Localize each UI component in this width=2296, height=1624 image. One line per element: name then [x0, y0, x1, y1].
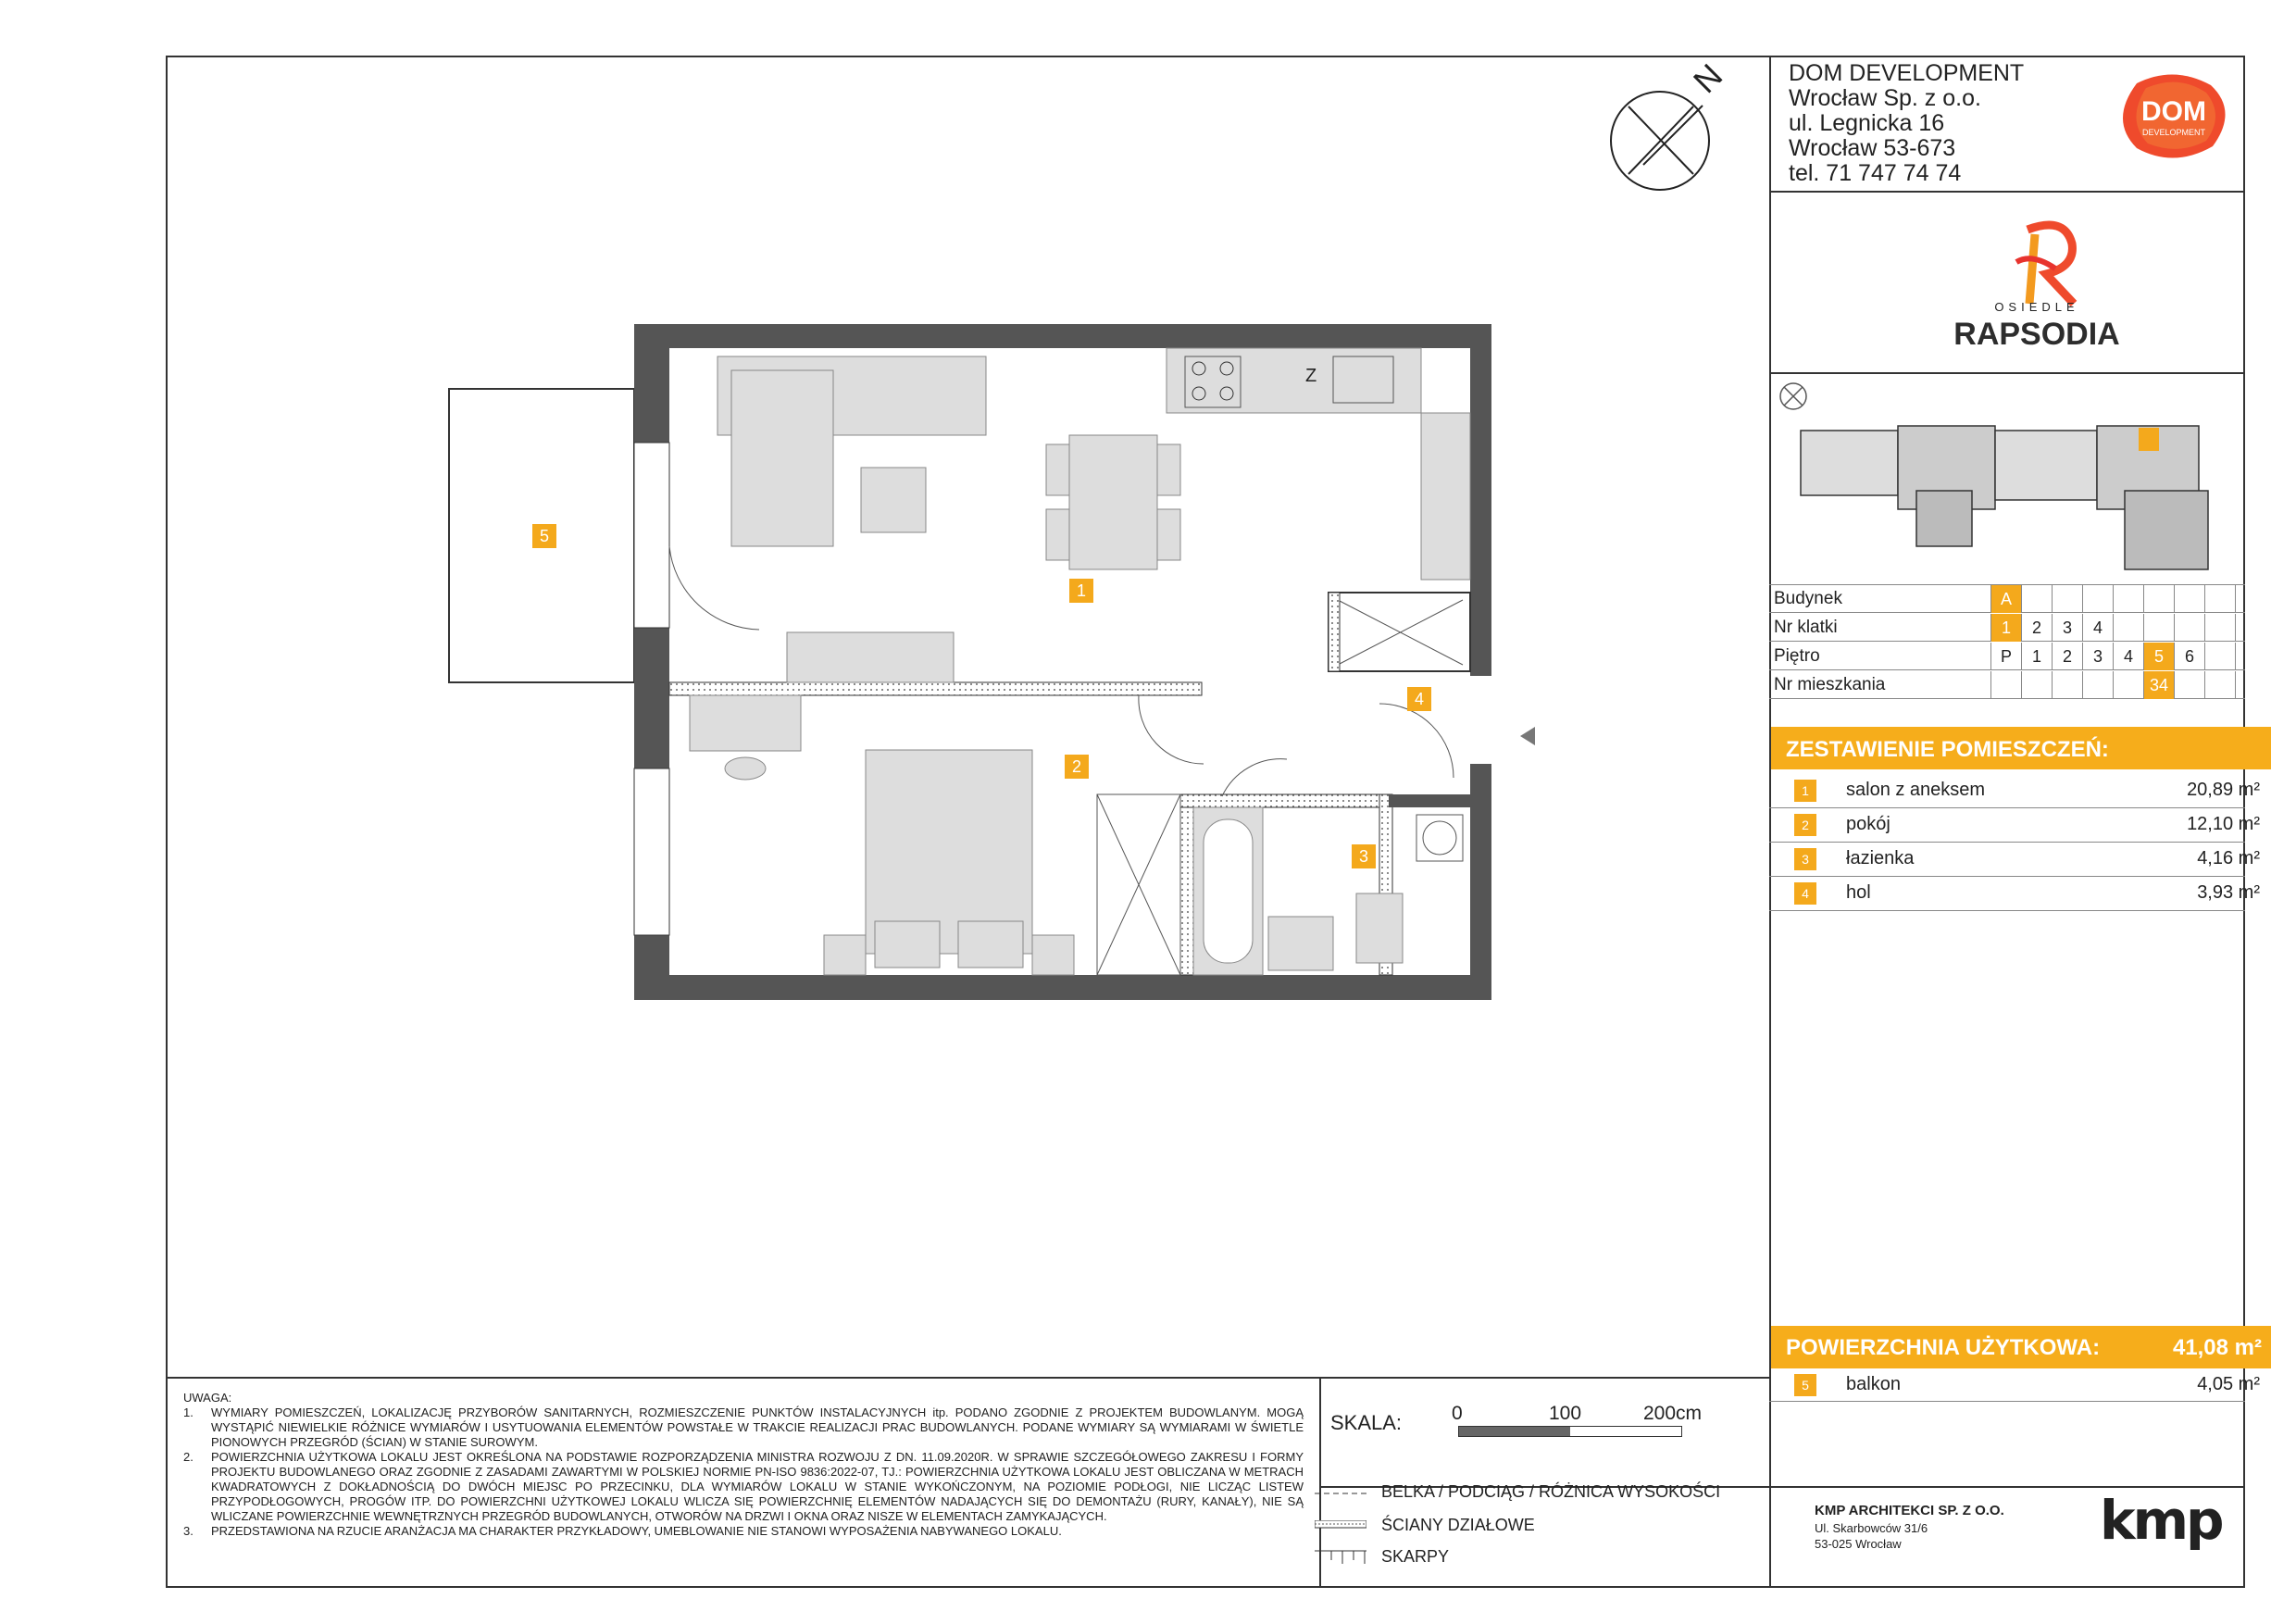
balcony-number: 5 — [1794, 1374, 1816, 1396]
kmp-logo: kmp — [2100, 1489, 2222, 1552]
scale-label: SKALA: — [1330, 1411, 1403, 1434]
plan-tag-2: 2 — [1065, 755, 1089, 779]
project-small-label: OSIEDLE — [1994, 300, 2079, 314]
info-cell — [2204, 671, 2235, 699]
info-cell — [2052, 671, 2082, 699]
company-info — [1789, 61, 2024, 186]
info-label-mieszkanie: Nr mieszkania — [1774, 675, 1886, 694]
notes-block — [183, 1391, 1304, 1539]
info-cell — [2204, 585, 2235, 613]
room-number: 2 — [1794, 814, 1816, 836]
info-cell — [2174, 585, 2204, 613]
notes-divider — [166, 1377, 1771, 1379]
notes-title: UWAGA: — [183, 1391, 232, 1405]
info-cell: P — [1990, 643, 2021, 670]
info-cell: 4 — [2082, 614, 2113, 642]
room-name: hol — [1846, 882, 1871, 903]
info-cell — [1990, 671, 2021, 699]
rapsodia-logo — [1926, 211, 2148, 369]
plan-tag-1: 1 — [1069, 579, 1093, 603]
info-cell: 3 — [2082, 643, 2113, 670]
info-cell: 6 — [2174, 643, 2204, 670]
north-compass — [1606, 56, 1736, 194]
scale-tick-100: 100 — [1549, 1403, 1582, 1424]
info-cell — [2235, 643, 2265, 670]
info-cell — [2143, 614, 2174, 642]
architect-address: Ul. Skarbowców 31/6 — [1815, 1521, 1928, 1535]
info-cell — [2235, 671, 2265, 699]
dom-logo-text: DOM — [2141, 96, 2206, 127]
info-cell — [2204, 614, 2235, 642]
info-cell — [2235, 614, 2265, 642]
company-name: DOM DEVELOPMENT — [1789, 60, 2025, 86]
info-cell: 34 — [2143, 671, 2174, 699]
room-area: 12,10 m² — [2187, 814, 2260, 834]
project-divider — [1769, 372, 2245, 374]
info-cell: 1 — [1990, 614, 2021, 642]
info-cell — [2174, 671, 2204, 699]
usable-area-label: POWIERZCHNIA UŻYTKOWA: — [1786, 1335, 2101, 1360]
fridge-label: Z — [1305, 366, 1317, 386]
room-number: 3 — [1794, 848, 1816, 870]
room-row-divider — [1769, 910, 2245, 911]
info-cell — [2082, 671, 2113, 699]
note-item: 1. WYMIARY POMIESZCZEŃ, LOKALIZACJĘ PRZYBORÓW SANITARNYCH, ROZMIESZCZENIE PUNKTÓW INSTALACYJNYCH itp. PODANO ZGODNIE Z PROJEKTEM BUDOWLANYM. MOGĄ WYSTĄPIĆ NIEWIELKIE RÓŻNICE WYMIARÓW I USYTUOWANIA ELEMENTÓW POWSTAŁE W TRAKCIE REALIZACJI PRAC BUDOWLANYCH. PODANE WYMIARY SĄ WYMIARAMI W ŚWIETLE PIONOWYCH PRZEGRÓD (ŚCIAN) W STANIE SUROWYM. — [183, 1405, 1304, 1449]
architect-city: 53-025 Wrocław — [1815, 1537, 1902, 1551]
usable-area-bar — [1771, 1326, 2271, 1368]
scale-tick-0: 0 — [1452, 1403, 1463, 1424]
info-cell — [2174, 614, 2204, 642]
room-name: salon z aneksem — [1846, 780, 1986, 800]
info-label-klatka: Nr klatki — [1774, 618, 1838, 637]
company-phone: tel. 71 747 74 74 — [1789, 160, 1962, 186]
info-cell: 5 — [2143, 643, 2174, 670]
room-row — [1771, 808, 2271, 842]
architect-name: KMP ARCHITEKCI SP. Z O.O. — [1815, 1503, 2004, 1518]
balcony-area: 4,05 m² — [2197, 1374, 2260, 1394]
plan-tag-5: 5 — [532, 524, 556, 548]
scale-tick-200: 200cm — [1643, 1403, 1703, 1424]
info-cell — [2113, 671, 2143, 699]
info-cell — [2021, 671, 2052, 699]
room-name: łazienka — [1846, 848, 1915, 868]
info-cell — [2082, 585, 2113, 613]
company-city: Wrocław 53-673 — [1789, 135, 1956, 161]
plan-tag-3: 3 — [1352, 844, 1376, 868]
dom-development-logo — [2109, 65, 2239, 167]
room-number: 1 — [1794, 780, 1816, 802]
info-cell: A — [1990, 585, 2021, 613]
info-cell — [2235, 585, 2265, 613]
note-item: 2. POWIERZCHNIA UŻYTKOWA LOKALU JEST OKREŚLONA NA PODSTAWIE ROZPORZĄDZENIA MINISTRA ROZWOJU Z DN. 11.09.2020R. W SPRAWIE SZCZEGÓŁOWEGO ZAKRESU I FORMY PROJEKTU BUDOWLANEGO ORAZ ZGODNIE Z ZASADAMI ZAWARTYMI W POLSKIEJ NORMIE PN-ISO 9836:2022-07, TJ.: POWIERZCHNIA UŻYTKOWA LOKALU JEST OBLICZANA W METRACH KWADRATOWYCH Z DOKŁADNOŚCIĄ DO DWÓCH MIEJSC PO PRZECINKU, DLA WYMIARÓW LOKALU W STANIE WYKOŃCZONYM, NA POZIOMIE PODŁOGI, NIE LICZĄC LISTEW PRZYPODŁOGOWYCH, PROGÓW ITP. DO POWIERZCHNI UŻYTKOWEJ LOKALU WLICZA SIĘ POWIERZCHNIĘ ELEMENTÓW NADAJĄCYCH SIĘ DO DEMONTAŻU (RURY, KANAŁY), NIE SĄ WLICZANE POWIERZCHNIE WEWNĘTRZNYCH PRZEGRÓD BUDOWLANYCH, OTWORÓW NA DRZWI I OKNA ORAZ NISZE W ELEMENTACH ZAMYKAJĄCYCH. — [183, 1450, 1304, 1523]
room-row — [1771, 774, 2271, 807]
balcony-underline — [1769, 1401, 2245, 1402]
info-cell — [2113, 585, 2143, 613]
room-row — [1771, 843, 2271, 876]
plan-tag-4: 4 — [1407, 687, 1431, 711]
info-cell: 1 — [2021, 643, 2052, 670]
rooms-header — [1771, 727, 2271, 769]
info-cell — [2204, 643, 2235, 670]
architect-divider — [1769, 1486, 2245, 1488]
company-street: ul. Legnicka 16 — [1789, 110, 1945, 136]
info-cell: 2 — [2021, 614, 2052, 642]
rapsodia-r-icon — [1926, 211, 2148, 313]
rooms-header-label: ZESTAWIENIE POMIESZCZEŃ: — [1786, 737, 2109, 762]
info-label-budynek: Budynek — [1774, 589, 1842, 608]
info-cell — [2113, 614, 2143, 642]
dom-logo-subtext: DEVELOPMENT — [2141, 128, 2205, 137]
info-cell: 2 — [2052, 643, 2082, 670]
floor-plan — [435, 315, 1546, 1000]
info-cell: 4 — [2113, 643, 2143, 670]
info-cell — [2052, 585, 2082, 613]
company-entity: Wrocław Sp. z o.o. — [1789, 85, 1981, 111]
room-name: pokój — [1846, 814, 1890, 834]
balcony-row — [1771, 1368, 2271, 1402]
room-area: 20,89 m² — [2187, 780, 2260, 800]
compass-north-label: N — [1685, 56, 1730, 101]
scale-bar — [1458, 1426, 1682, 1437]
info-label-pietro: Piętro — [1774, 646, 1820, 666]
key-plan — [1773, 380, 2240, 579]
room-area: 4,16 m² — [2197, 848, 2260, 868]
room-area: 3,93 m² — [2197, 882, 2260, 903]
usable-area-value: 41,08 m² — [2172, 1335, 2262, 1360]
project-name: RAPSODIA — [1953, 317, 2120, 352]
info-cell: 3 — [2052, 614, 2082, 642]
info-cell — [2021, 585, 2052, 613]
balcony-name: balkon — [1846, 1374, 1901, 1394]
room-number: 4 — [1794, 882, 1816, 905]
room-row — [1771, 877, 2271, 910]
info-cell — [2143, 585, 2174, 613]
company-divider — [1769, 191, 2245, 193]
note-item: 3. PRZEDSTAWIONA NA RZUCIE ARANŻACJA MA CHARAKTER PRZYKŁADOWY, UMEBLOWANIE NIE STANOWI WYPOSAŻENIA NABYWANEGO LOKALU. — [183, 1524, 1062, 1538]
